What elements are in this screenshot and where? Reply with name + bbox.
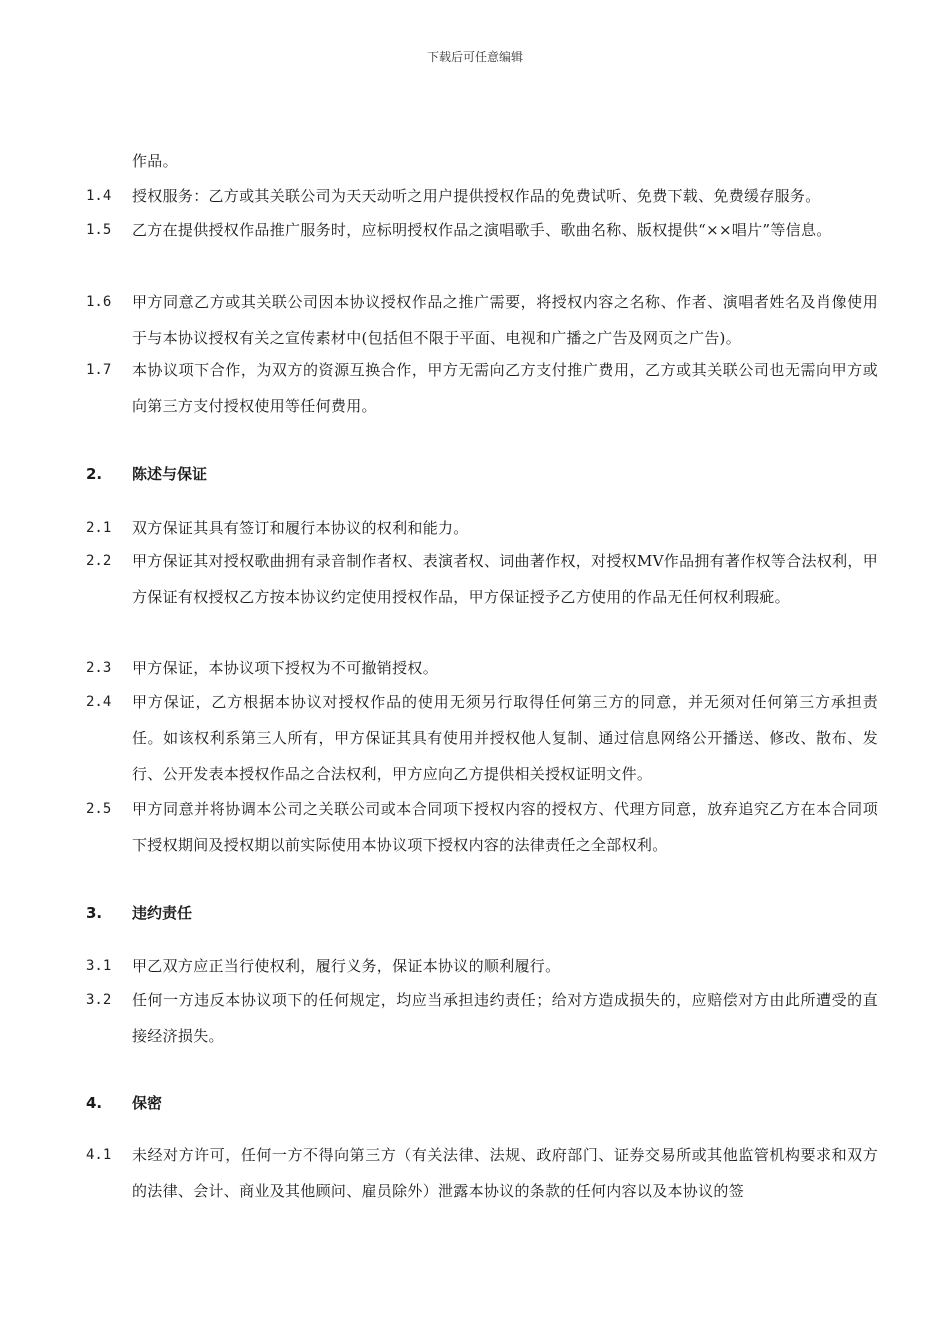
clause-number: 3.2 <box>86 992 112 1008</box>
section-title: 违约责任 <box>132 904 193 922</box>
clause-number: 1.5 <box>86 222 112 238</box>
clause-text: 甲方保证，本协议项下授权为不可撤销授权。 <box>132 659 439 677</box>
clause-text: 未经对方许可，任何一方不得向第三方（有关法律、法规、政府部门、证券交易所或其他监管机构要求和双方的法律、会计、商业及其他顾问、雇员除外）泄露本协议的条款的任何内容以及本协议的签 <box>132 1146 878 1200</box>
clause-text: 甲方同意并将协调本公司之关联公司或本合同项下授权内容的授权方、代理方同意，放弃追究乙方在本合同项下授权期间及授权期以前实际使用本协议项下授权内容的法律责任之全部权利。 <box>132 800 878 854</box>
section-number: 4. <box>86 1094 103 1112</box>
clause-number: 2.3 <box>86 660 112 676</box>
clause-number: 4.1 <box>86 1147 112 1163</box>
section-title: 保密 <box>132 1094 163 1112</box>
clause-text: 乙方在提供授权作品推广服务时，应标明授权作品之演唱歌手、歌曲名称、版权提供“××唱片”等信息。 <box>132 221 832 239</box>
clause-text: 授权服务：乙方或其关联公司为天天动听之用户提供授权作品的免费试听、免费下载、免费缓存服务。 <box>132 187 821 205</box>
clause-number: 2.4 <box>86 694 112 710</box>
section-title: 陈述与保证 <box>132 465 208 483</box>
clause-text: 作品。 <box>132 152 178 170</box>
clause-text: 任何一方违反本协议项下的任何规定，均应当承担违约责任；给对方造成损失的，应赔偿对方由此所遭受的直接经济损失。 <box>132 991 878 1045</box>
clause-text: 甲方同意乙方或其关联公司因本协议授权作品之推广需要，将授权内容之名称、作者、演唱者姓名及肖像使用于与本协议授权有关之宣传素材中(包括但不限于平面、电视和广播之广告及网页之广告)。 <box>132 293 878 347</box>
clause-number: 1.7 <box>86 362 112 378</box>
clause-number: 1.6 <box>86 294 112 310</box>
section-number: 3. <box>86 904 103 922</box>
clause-number: 2.1 <box>86 520 112 536</box>
clause-number: 1.4 <box>86 188 112 204</box>
clause-number: 3.1 <box>86 958 112 974</box>
clause-number: 2.5 <box>86 801 112 817</box>
clause-text: 甲方保证其对授权歌曲拥有录音制作者权、表演者权、词曲著作权，对授权MV作品拥有著作权等合法权利，甲方保证有权授权乙方按本协议约定使用授权作品，甲方保证授予乙方使用的作品无任何权利瑕疵。 <box>132 552 878 606</box>
clause-number: 2.2 <box>86 553 112 569</box>
clause-text: 双方保证其具有签订和履行本协议的权利和能力。 <box>132 519 469 537</box>
clause-text: 本协议项下合作，为双方的资源互换合作，甲方无需向乙方支付推广费用，乙方或其关联公司也无需向甲方或向第三方支付授权使用等任何费用。 <box>132 361 878 415</box>
clause-text: 甲乙双方应正当行使权利，履行义务，保证本协议的顺利履行。 <box>132 957 561 975</box>
header-note: 下载后可任意编辑 <box>426 50 523 64</box>
section-number: 2. <box>86 465 103 483</box>
clause-text: 甲方保证，乙方根据本协议对授权作品的使用无须另行取得任何第三方的同意，并无须对任何第三方承担责任。如该权利系第三人所有，甲方保证其具有使用并授权他人复制、通过信息网络公开播送、修改、散布、发行、公开发表本授权作品之合法权利，甲方应向乙方提供相关授权证明文件。 <box>132 693 878 783</box>
